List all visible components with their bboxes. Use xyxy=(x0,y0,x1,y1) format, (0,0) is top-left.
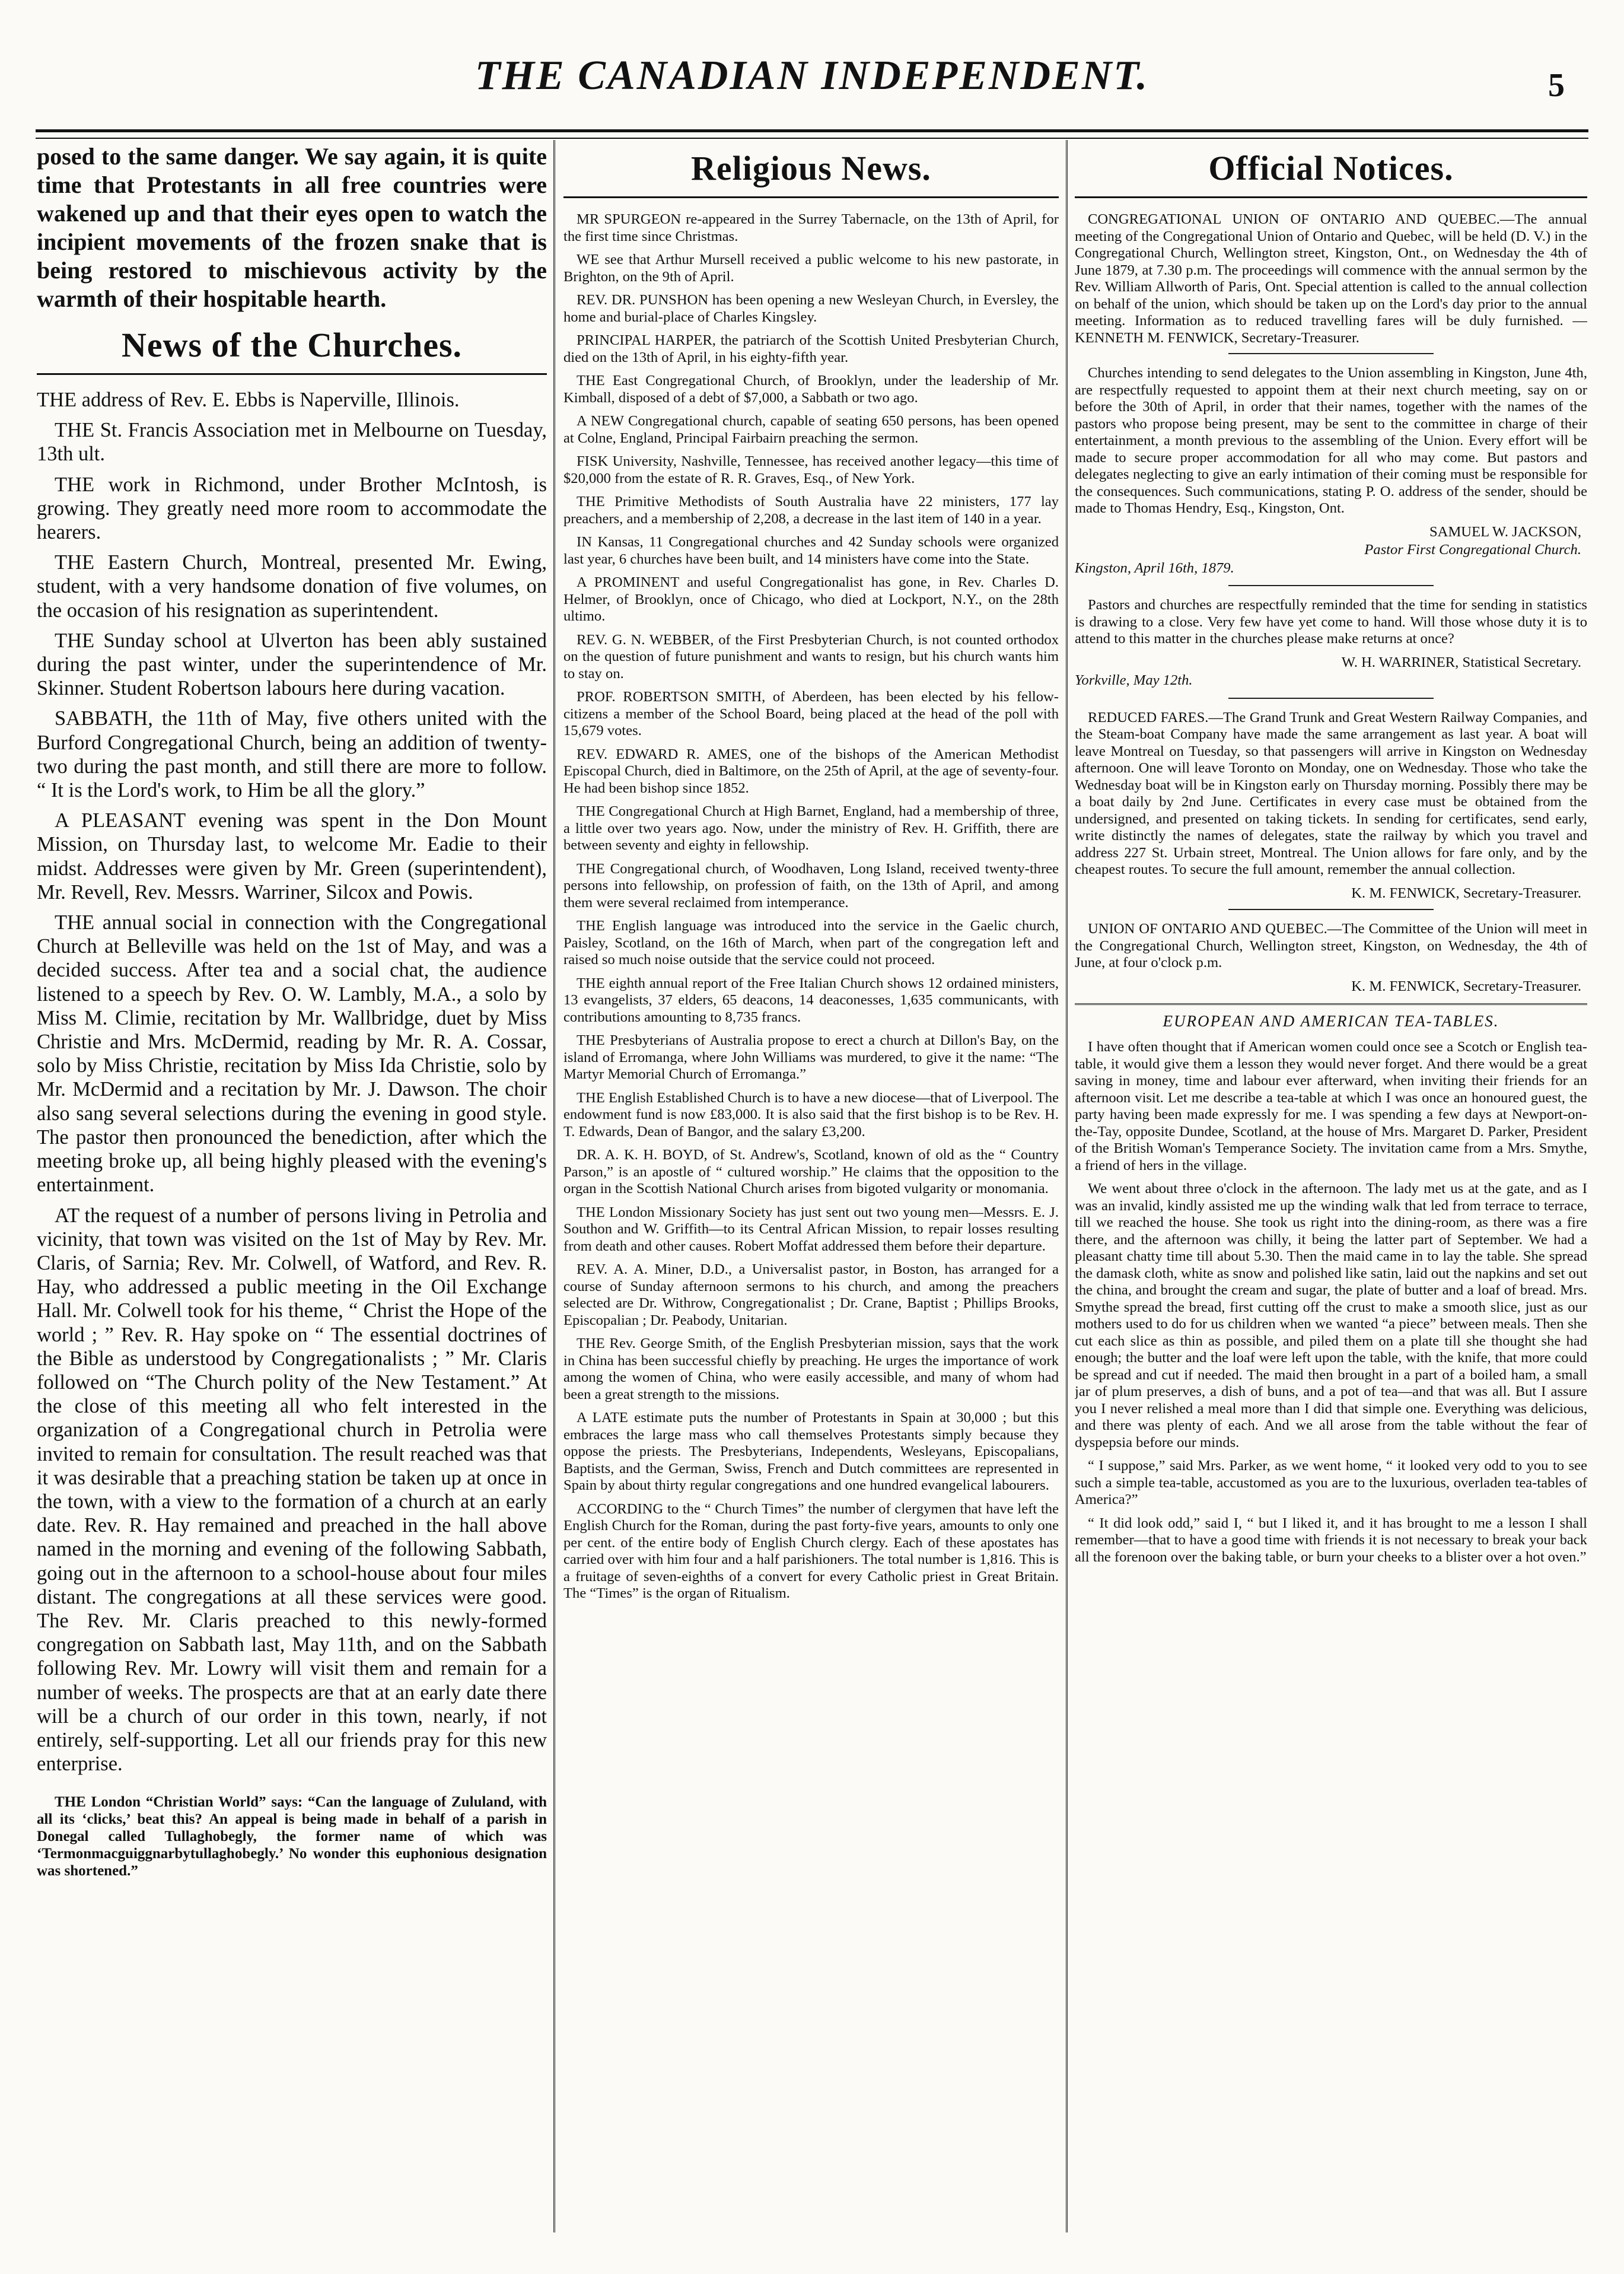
separator xyxy=(1228,353,1434,354)
news-item: AT the request of a number of persons living in Petrolia and vicinity, that town was visited on the 1st of May by Rev. Mr. Claris, of Sarnia; Rev. Mr. Colwell, of Watford, and Rev. R. Hay, who addressed a public meeting in the Oil Exchange Hall. Mr. Colwell took for his theme, “ Christ the Hope of the world ; ” Rev. R. Hay spoke on “ The essential doctrines of the Bible as understood by Congregationalists ; ” Mr. Claris followed on “The Church polity of the New Testament.” At the close of this meeting all who felt interested in the organization of a Congregational church in Petrolia were invited to remain for consultation. The result reached was that it was desirable that a preaching station be taken up at once in the town, with a view to the formation of a church at an early date. Rev. R. Hay remained and preached in the hall above named in the morning and evening of the following Sabbath, going out in the afternoon to a school-house about four miles distant. The congregations at all these services were good. The Rev. Mr. Claris preached to this newly-formed congregation on Sabbath last, May 11th, and on the Sabbath following Rev. Mr. Lowry will visit them and remain for a number of weeks. The prospects are that at an early date there will be a church of our order in this town, nearly, if not entirely, self-supporting. Let all our friends pray for this new enterprise. xyxy=(37,1204,547,1776)
article-heading-tea-tables: EUROPEAN AND AMERICAN TEA-TABLES. xyxy=(1075,1003,1587,1031)
news-item: SABBATH, the 11th of May, five others united with the Burford Congregational Church, being an addition of twenty-two during the past month, and still there are more to follow. “ It is the Lord's work, to Him be all the glory.” xyxy=(37,707,547,802)
news-item: THE St. Francis Association met in Melbourne on Tuesday, 13th ult. xyxy=(37,419,547,466)
news-item: THE East Congregational Church, of Brooklyn, under the leadership of Mr. Kimball, disposed of a debt of $7,000, a Sabbath or two ago. xyxy=(563,373,1059,406)
news-item: THE English language was introduced into the service in the Gaelic church, Paisley, Scotland, on the 16th of March, when part of the congregation left and raised so much noise outside that the service could not proceed. xyxy=(563,918,1059,968)
masthead-rule xyxy=(36,129,1588,132)
news-item: THE Presbyterians of Australia propose to erect a church at Dillon's Bay, on the island of Erromanga, where John Williams was murdered, to give it the name: “The Martyr Memorial Church of Erromanga.” xyxy=(563,1032,1059,1082)
news-item: THE work in Richmond, under Brother McIntosh, is growing. They greatly need more room to accommodate the hearers. xyxy=(37,473,547,544)
news-item: REV. G. N. WEBBER, of the First Presbyterian Church, is not counted orthodox on the question of future punishment and wants to resign, but his church wants him to stay on. xyxy=(563,631,1059,682)
signature-title: Pastor First Congregational Church. xyxy=(1364,542,1581,558)
column-divider xyxy=(1066,140,1068,2232)
page-number: 5 xyxy=(1548,67,1565,104)
notice-committee: UNION OF ONTARIO AND QUEBEC.—The Committee of the Union will meet in the Congregational Church, Wellington street, Kingston, on Wednesday, the 4th of June, at four o'clock p.m. xyxy=(1075,921,1587,971)
column-left xyxy=(37,142,547,2238)
news-item: THE Sunday school at Ulverton has been ably sustained during the past winter, under the superintendence of Mr. Skinner. Student Robertson labours here during vacation. xyxy=(37,629,547,700)
news-item: THE Eastern Church, Montreal, presented Mr. Ewing, student, with a very handsome donation of five volumes, on the occasion of his resignation as superintendent. xyxy=(37,551,547,622)
signature-name: K. M. FENWICK, Secretary-Treasurer. xyxy=(1351,978,1581,994)
column-right xyxy=(1075,142,1587,2238)
news-item: THE London Missionary Society has just sent out two young men—Messrs. E. J. Southon and W. Griffith—to its Central African Mission, to repair losses resulting from death and other causes. Robert Moffat addressed them before their departure. xyxy=(563,1204,1059,1254)
signature-place-date: Kingston, April 16th, 1879. xyxy=(1075,559,1234,576)
news-item: REV. EDWARD R. AMES, one of the bishops of the American Methodist Episcopal Church, died in Baltimore, on the 25th of April, at the age of seventy-four. He had been bishop since 1852. xyxy=(563,746,1059,796)
masthead-rule-thin xyxy=(36,138,1588,139)
notice-delegates: Churches intending to send delegates to the Union assembling in Kingston, June 4th, are respectfully requested to appoint them at their next church meeting, say on or before the 30th of April, in order that their names, together with the names of the pastors who propose being present, may be sent to the committee in charge of their entertainment, a month previous to the assembling of the Union. Every effort will be made to secure proper accommodation for all who may come. But pastors and delegates neglecting to give an early intimation of their coming must be responsible for the consequences. Such communications, stating P. O. address of the sender, should be made to Thomas Hendry, Esq., Kingston, Ont. xyxy=(1075,365,1587,516)
section-heading-official-notices: Official Notices. xyxy=(1208,149,1454,187)
news-item: THE address of Rev. E. Ebbs is Naperville, Illinois. xyxy=(37,389,460,411)
article-paragraph: “ It did look odd,” said I, “ but I liked it, and it has brought to me a lesson I shall remember—that to have a good time with friends it is not necessary to break your back all the forenoon over the baking table, or burn your cheeks to a blister over a hot oven.” xyxy=(1075,1515,1587,1565)
news-item: REV. DR. PUNSHON has been opening a new Wesleyan Church, in Eversley, the home and burial-place of Charles Kingsley. xyxy=(563,292,1059,325)
news-item: PROF. ROBERTSON SMITH, of Aberdeen, has been elected by his fellow-citizens a member of the School Board, being placed at the head of the poll with 15,679 votes. xyxy=(563,689,1059,739)
heading-rule xyxy=(1075,196,1587,198)
news-item: MR SPURGEON re-appeared in the Surrey Tabernacle, on the 13th of April, for the first time since Christmas. xyxy=(563,211,1059,244)
publication-title: THE CANADIAN INDEPENDENT. xyxy=(475,53,1149,98)
news-item: THE English Established Church is to have a new diocese—that of Liverpool. The endowment fund is now £83,000. It is also said that the first bishop is to be Rev. H. T. Edwards, Dean of Bangor, and the salary £3,200. xyxy=(563,1089,1059,1140)
notice-annual-meeting: CONGREGATIONAL UNION OF ONTARIO AND QUEBEC.—The annual meeting of the Congregational Union of Ontario and Quebec, will be held (D. V.) in the Congregational Church, Wellington street, Kingston, Ont., on Wednesday the 4th of June 1879, at 7.30 p.m. The proceedings will commence with the annual sermon by the Rev. William Allworth of Paris, Ont. Special attention is called to the annual collection on behalf of the union, which should be taken up on the Lord's day prior to the annual meeting. Information as to reduced travelling fares will be duly furnished. —KENNETH M. FENWICK, Secretary-Treasurer. xyxy=(1075,211,1587,346)
section-heading-news-of-the-churches: News of the Churches. xyxy=(121,326,463,364)
news-item: A NEW Congregational church, capable of seating 650 persons, has been opened at Colne, England, Principal Fairbairn preaching the sermon. xyxy=(563,413,1059,446)
news-item: THE Congregational Church at High Barnet, England, had a membership of three, a little over two years ago. Now, under the ministry of Rev. H. Griffith, there are between seventy and eighty in fellowship. xyxy=(563,803,1059,853)
signature-name: SAMUEL W. JACKSON, xyxy=(1429,523,1581,540)
news-item: THE Rev. George Smith, of the English Presbyterian mission, says that the work in China has been successful chiefly by preaching. He urges the importance of work among the women of China, who were easily accessible, and many of whom had been a great strength to the missions. xyxy=(563,1335,1059,1402)
news-item: A PLEASANT evening was spent in the Don Mount Mission, on Thursday last, to welcome Mr. Eadie to their midst. Addresses were given by Mr. Green (superintendent), Mr. Revell, Rev. Messrs. Warriner, Silcox and Powis. xyxy=(37,809,547,904)
section-heading-religious-news: Religious News. xyxy=(691,149,931,187)
editorial-continuation: posed to the same danger. We say again, it is quite time that Protestants in all free countries were wakened up and that their eyes open to watch the incipient movements of the frozen snake that is being restored to mischievous activity by the warmth of their hospitable hearth. xyxy=(37,143,547,312)
signature-place-date: Yorkville, May 12th. xyxy=(1075,672,1193,688)
separator xyxy=(1228,909,1434,910)
column-middle xyxy=(563,142,1059,2238)
news-item: PRINCIPAL HARPER, the patriarch of the Scottish United Presbyterian Church, died on the 13th of April, in his eighty-fifth year. xyxy=(563,332,1059,365)
news-item: THE Primitive Methodists of South Australia have 22 ministers, 177 lay preachers, and a membership of 2,208, a decrease in the last item of 140 in a year. xyxy=(563,494,1059,527)
article-paragraph: We went about three o'clock in the afternoon. The lady met us at the gate, and as I was an invalid, kindly assisted me up the winding walk that led from terrace to terrace, till we reached the house. She took us right into the dining-room, as there was a fire there, and the afternoon was chilly, it being the latter part of September. We had a pleasant chatty time till about 5.30. Then the maid came in to lay the table. She spread the damask cloth, white as snow and polished like satin, laid out the napkins and set out the china, and brought the cream and sugar, the plate of butter and a loaf of bread. Mrs. Smythe spread the bread, first cutting off the crust to make a smooth slice, just as our mothers used to do for us children when we wanted “a piece” between meals. Then she cut each slice as thin as possible, and piled them on a plate till she thought she had enough; the butter and the loaf were left upon the table, with the knife, that more could be spread and cut if needed. The maid then brought in a part of a boiled ham, a small jar of plum preserves, a dish of buns, and a pot of tea—and that was all. But I assure you I never relished a meal more than I did that simple one. Everything was delicious, and there was plenty of each. And we all arose from the table without the fear of dyspepsia before our minds. xyxy=(1075,1181,1587,1451)
news-item: THE annual social in connection with the Congregational Church at Belleville was held on the 1st of May, and was a decided success. After tea and a social chat, the audience listened to a speech by Rev. O. W. Lambly, M.A., a solo by Miss M. Climie, recitation by Mr. Wallbridge, duet by Miss Christie and Mrs. McDermid, reading by Mr. R. A. Cossar, solo by Miss Christie, recitation by Miss Ida Christie, solo by Mr. McDermid and a recitation by Mr. J. Dawson. The choir also sang several selections during the evening in good style. The pastor then pronounced the benediction, after which the meeting broke up, all being highly pleased with the evening's entertainment. xyxy=(37,911,547,1197)
news-item: THE Congregational church, of Woodhaven, Long Island, received twenty-three persons into fellowship, on profession of faith, on the 13th of April, and among them were several reclaimed from intemperance. xyxy=(563,860,1059,911)
notice-reduced-fares: REDUCED FARES.—The Grand Trunk and Great Western Railway Companies, and the Steam-boat Company have made the same arrangement as last year. A boat will leave Montreal on Tuesday, so that passengers will arrive in Kingston on Wednesday afternoon. One will leave Toronto on Monday, one on Wednesday. Those who take the Wednesday boat will be in Kingston early on Thursday morning. Possibly there may be a boat daily by 2nd June. Certificates in every case must be obtained from the undersigned, and presented on taking tickets. In sending for certificates, send early, write distinctly the names of delegates, state the railway by which you travel and address 227 St. Urbain street, Montreal. The Union allows for fare only, and by the cheapest routes. To secure the full amount, remember the annual collection. xyxy=(1075,709,1587,877)
separator xyxy=(1228,698,1434,699)
news-item: A PROMINENT and useful Congregationalist has gone, in Rev. Charles D. Helmer, of Brooklyn, once of Chicago, who died at Lockport, N.Y., on the 28th ultimo. xyxy=(563,574,1059,624)
news-item: REV. A. A. Miner, D.D., a Universalist pastor, in Boston, has arranged for a course of Sunday afternoon sermons to his church, and among the preachers selected are Dr. Withrow, Congregationalist ; Dr. Crane, Baptist ; Phillips Brooks, Episcopalian ; Dr. Peabody, Unitarian. xyxy=(563,1261,1059,1328)
signature-name: W. H. WARRINER, Statistical Secretary. xyxy=(1341,654,1581,670)
news-item-closing: THE London “Christian World” says: “Can the language of Zululand, with all its ‘clicks,’ beat this? An appeal is being made in behalf of a parish in Donegal called Tullaghobegly, the former name of which was ‘Termonmacguiggnarbytullaghobegly.’ No wonder this euphonious designation was shortened.” xyxy=(37,1794,547,1879)
news-item: FISK University, Nashville, Tennessee, has received another legacy—this time of $20,000 from the estate of R. R. Graves, Esq., of New York. xyxy=(563,453,1059,486)
news-item: A LATE estimate puts the number of Protestants in Spain at 30,000 ; but this embraces the large mass who call themselves Protestants simply because they oppose the priests. The Presbyterians, Independents, Wesleyans, Episcopalians, Baptists, and the German, Swiss, French and Dutch committees are represented in Spain by about thirty regular congregations and one hundred evangelical labourers. xyxy=(563,1410,1059,1493)
article-paragraph: I have often thought that if American women could once see a Scotch or English tea-table, it would give them a lesson they would never forget. And there would be a great saving in money, time and labour ever afterward, when inviting their friends for an afternoon visit. Let me describe a tea-table at which I was once an honoured guest, the party having been made expressly for me. I was spending a few days at Newport-on-the-Tay, opposite Dundee, Scotland, at the house of Mrs. Margaret D. Parker, President of the British Woman's Temperance Society. The invitation came from a Mrs. Smythe, a friend of hers in the village. xyxy=(1075,1039,1587,1173)
article-paragraph: “ I suppose,” said Mrs. Parker, as we went home, “ it looked very odd to you to see such a simple tea-table, accustomed as you are to the luxurious, overladen tea-tables of America?” xyxy=(1075,1458,1587,1507)
column-divider xyxy=(553,140,555,2232)
news-item: IN Kansas, 11 Congregational churches and 42 Sunday schools were organized last year, 6 churches have been built, and 14 ministers have come into the State. xyxy=(563,534,1059,567)
news-item: DR. A. K. H. BOYD, of St. Andrew's, Scotland, known of old as the “ Country Parson,” is an apostle of “ cultured worship.” He claims that the opposition to the organ in the Scottish National Church arises from bigoted vulgarity or monomania. xyxy=(563,1147,1059,1197)
heading-rule xyxy=(37,373,547,375)
masthead xyxy=(36,42,1588,119)
news-item: THE eighth annual report of the Free Italian Church shows 12 ordained ministers, 13 evangelists, 37 elders, 65 deacons, 14 deaconesses, 1,635 communicants, with contributions amounting to 8,735 francs. xyxy=(563,975,1059,1025)
news-item: WE see that Arthur Mursell received a public welcome to his new pastorate, in Brighton, on the 9th of April. xyxy=(563,252,1059,285)
signature-name: K. M. FENWICK, Secretary-Treasurer. xyxy=(1351,885,1581,901)
notice-statistics: Pastors and churches are respectfully reminded that the time for sending in statistics is drawing to a close. Very few have yet come to hand. Will those whose duty it is to attend to this matter in the churches please make returns at once? xyxy=(1075,597,1587,647)
news-item: ACCORDING to the “ Church Times” the number of clergymen that have left the English Church for the Roman, during the past forty-five years, amounts to only one per cent. of the entire body of English Church clergy. Each of these apostates has carried over with him four and a half parishioners. The total number is 1,816. This is a fruitage of seven-eighths of a convert for every Catholic priest in Great Britain. The “Times” is the organ of Ritualism. xyxy=(563,1500,1059,1601)
heading-rule xyxy=(563,196,1059,198)
separator xyxy=(1228,585,1434,586)
